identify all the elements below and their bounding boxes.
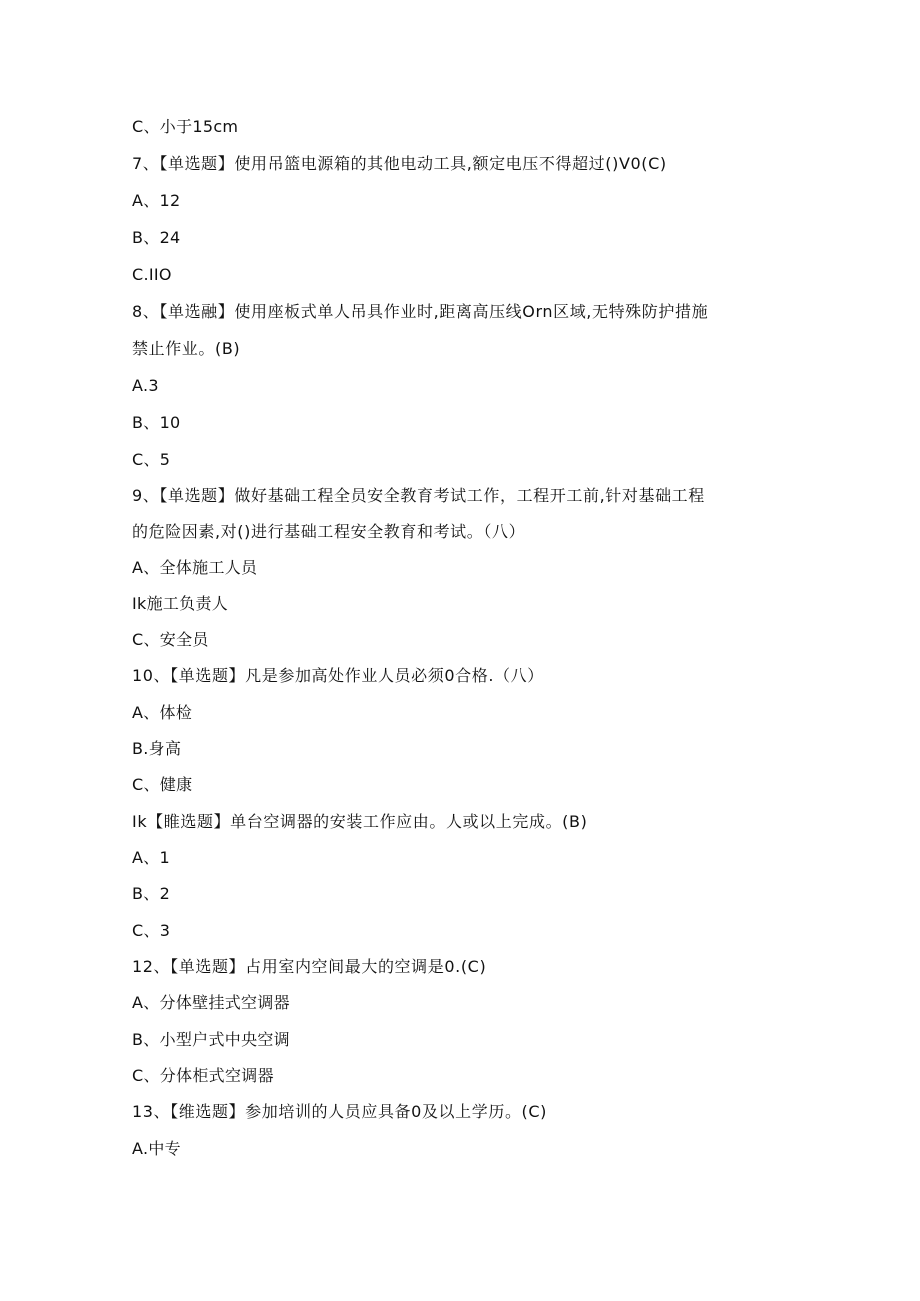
option-line: B、10 [132, 413, 181, 432]
option-line: C、5 [132, 450, 171, 469]
question-line: 9、【单选题】做好基础工程全员安全教育考试工作，工程开工前,针对基础工程 [132, 486, 705, 505]
question-line-continued: 的危险因素,对()进行基础工程安全教育和考试。（八） [132, 522, 526, 541]
option-line: A、全体施工人员 [132, 558, 258, 577]
option-line: B、24 [132, 228, 181, 247]
option-line: B、2 [132, 884, 171, 903]
question-line: 13、【维选题】参加培训的人员应具备0及以上学历。(C) [132, 1102, 547, 1121]
option-line: A、体检 [132, 703, 193, 722]
question-line: 12、【单选题】占用室内空间最大的空调是0.(C) [132, 957, 487, 976]
option-line: A、分体壁挂式空调器 [132, 993, 290, 1012]
option-line: Ik施工负责人 [132, 594, 229, 613]
question-line-continued: 禁止作业。(B) [132, 339, 241, 358]
option-line: A、12 [132, 191, 181, 210]
question-line: 10、【单选题】凡是参加高处作业人员必须0合格.（八） [132, 666, 544, 685]
option-line: A.3 [132, 376, 159, 395]
option-line: C、小于15cm [132, 117, 239, 136]
option-line: C、分体柜式空调器 [132, 1066, 274, 1085]
question-line: Ik【睢选题】单台空调器的安装工作应由。人或以上完成。(B) [132, 812, 588, 831]
option-line: C、3 [132, 921, 171, 940]
option-line: A.中专 [132, 1139, 181, 1158]
option-line: B、小型户式中央空调 [132, 1030, 290, 1049]
option-line: C、安全员 [132, 630, 209, 649]
option-line: A、1 [132, 848, 171, 867]
question-line: 8、【单选融】使用座板式单人吊具作业时,距离高压线Orn区域,无特殊防护措施 [132, 302, 709, 321]
question-line: 7、【单选题】使用吊篮电源箱的其他电动工具,额定电压不得超过()V0(C) [132, 154, 667, 173]
option-line: B.身高 [132, 739, 182, 758]
option-line: C.IIO [132, 265, 172, 284]
option-line: C、健康 [132, 775, 193, 794]
